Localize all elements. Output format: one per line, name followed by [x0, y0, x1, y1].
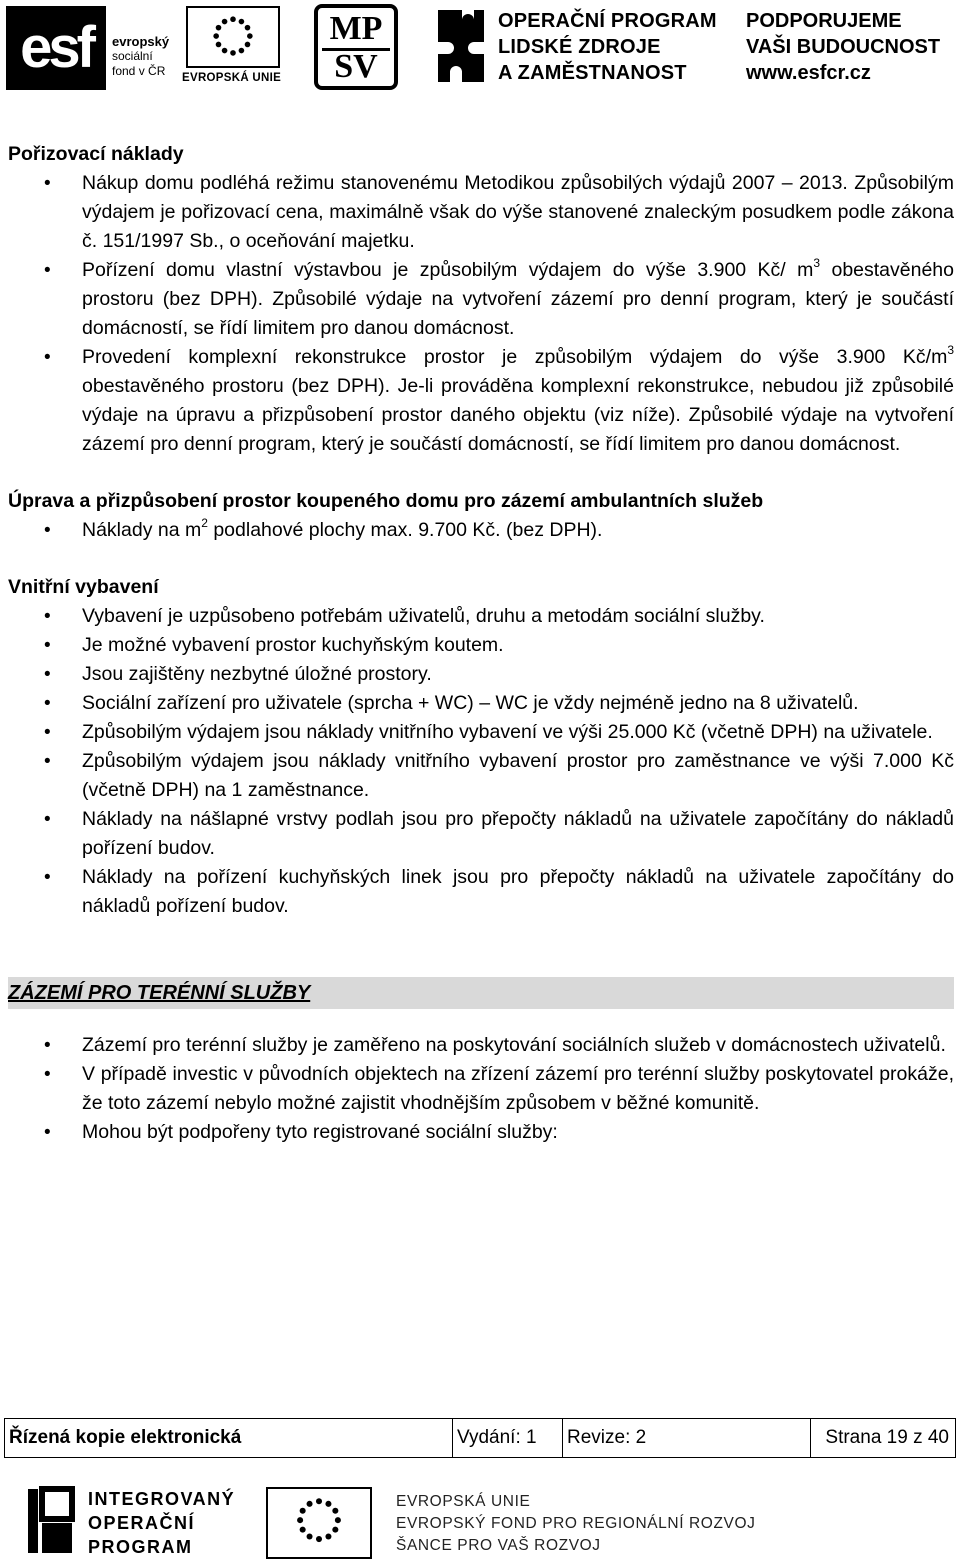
heading-porizovaci: Pořizovací náklady [8, 143, 184, 165]
list-porizovaci [8, 169, 954, 459]
heading-terenni: ZÁZEMÍ PRO TERÉNNÍ SLUŽBY [8, 977, 954, 1009]
list-item: • Náklady na pořízení kuchyňských linek jsou pro přepočty nákladů na uživatele započítány do nákladů pořízení budov. [8, 863, 954, 921]
list-item: • Vybavení je uzpůsobeno potřebám uživatelů, druhu a metodám sociální služby. [8, 602, 954, 631]
list-item: • V případě investic v původních objektech na zřízení zázemí pro terénní služby poskytovatel prokáže, že toto zázemí nebylo možné zajistit vhodnějším způsobem v běžné komunitě. [8, 1060, 954, 1118]
eu-line3: ŠANCE PRO VAŠ ROZVOJ [396, 1537, 601, 1554]
list-terenni [8, 1031, 954, 1147]
esf-mark: esf [6, 6, 106, 90]
iop-logo-icon [26, 1485, 76, 1557]
superscript: 3 [813, 256, 821, 270]
list-item: • Způsobilým výdajem jsou náklady vnitřního vybavení prostor pro zaměstnance ve výši 7.000 Kč (včetně DPH) na 1 zaměstnance. [8, 747, 954, 805]
support-line3: www.esfcr.cz [746, 62, 871, 84]
list-item: • Sociální zařízení pro uživatele (sprcha + WC) – WC je vždy nejméně jedno na 8 uživatelů. [8, 689, 954, 718]
op-line3: A ZAMĚSTNANOST [498, 62, 687, 84]
eu-logo [182, 6, 282, 90]
esf-line2: sociální [112, 49, 153, 63]
item-text: Náklady na m [82, 519, 202, 541]
spacer [8, 921, 954, 977]
op-line1: OPERAČNÍ PROGRAM [498, 10, 717, 32]
esf-line3: fond v ČR [112, 64, 166, 78]
superscript: 3 [947, 343, 954, 357]
list-item [8, 343, 954, 459]
superscript: 2 [201, 516, 208, 530]
mpsv-logo [314, 4, 398, 90]
esf-line1: evropský [112, 34, 170, 49]
op-logo-text [498, 8, 717, 86]
footer-copy: Řízená kopie elektronická [5, 1419, 453, 1457]
iop-line1: INTEGROVANÝ [88, 1489, 236, 1509]
spacer [8, 459, 954, 487]
list-item: • Mohou být podpořeny tyto registrované sociální služby: [8, 1118, 954, 1147]
list-item: • Zázemí pro terénní služby je zaměřeno na poskytování sociálních služeb v domácnostech uživatelů. [8, 1031, 954, 1060]
spacer [8, 545, 954, 573]
list-item: • Způsobilým výdajem jsou náklady vnitřního vybavení ve výši 25.000 Kč (včetně DPH) na uživatele. [8, 718, 954, 747]
list-item [8, 256, 954, 343]
op-line2: LIDSKÉ ZDROJE [498, 36, 661, 58]
footer-table [4, 1418, 956, 1458]
support-line2: VAŠI BUDOUCNOST [746, 36, 941, 58]
footer-vydani: Vydání: 1 [453, 1419, 563, 1457]
list-item: • Je možné vybavení prostor kuchyňským koutem. [8, 631, 954, 660]
esf-logo-text [112, 34, 169, 79]
item-text: obestavěného prostoru (bez DPH). Způsobilé výdaje na vytvoření zázemí pro denní program, který je součástí domácností, se řídí limitem pro danou domácnost. [82, 259, 954, 339]
item-text: obestavěného prostoru (bez DPH). Je-li prováděna komplexní rekonstrukce, nebudou již způsobilé výdaje na úpravu a přizpůsobení prostor daného objektu (viz níže). Způsobilé výdaje na vytvoření zázemí pro denní program, který je součástí domácností, se řídí limitem pro danou domácnost. [82, 375, 954, 455]
item-text: Provedení komplexní rekonstrukce prostor je způsobilým výdajem do výše 3.900 Kč/m [82, 346, 948, 368]
puzzle-icon [432, 6, 488, 86]
eu-line1: EVROPSKÁ UNIE [396, 1493, 531, 1510]
esf-logo [6, 6, 176, 90]
iop-line3: PROGRAM [88, 1537, 193, 1557]
iop-logo-text [88, 1487, 235, 1559]
list-vybaveni [8, 602, 954, 921]
heading-vybaveni: Vnitřní vybavení [8, 576, 159, 598]
list-item [8, 516, 954, 545]
list-item: • Jsou zajištěny nezbytné úložné prostory. [8, 660, 954, 689]
eu-flag-icon [186, 6, 280, 68]
eu-label: EVROPSKÁ UNIE [182, 72, 282, 84]
footer-page-number: Strana 19 z 40 [825, 1427, 949, 1448]
support-line1: PODPORUJEME [746, 10, 902, 32]
list-item: • Nákup domu podléhá režimu stanovenému Metodikou způsobilých výdajů 2007 – 2013. Způsobilým výdajem je pořizovací cena, maximálně však do výše stanovené znaleckým posudkem podle zákona č. 151/1997 Sb., o oceňování majetku. [8, 169, 954, 256]
item-text: podlahové plochy max. 9.700 Kč. (bez DPH). [207, 519, 603, 541]
footer-logo-bar [0, 1475, 960, 1565]
item-text: Pořízení domu vlastní výstavbou je způsobilým výdajem do výše 3.900 Kč/ m [82, 259, 814, 281]
spacer [8, 1009, 954, 1031]
eu-flag-icon [266, 1487, 372, 1559]
document-body [8, 140, 954, 1147]
support-logo-text [746, 8, 940, 86]
eu-fund-text [396, 1491, 755, 1557]
footer-revize: Revize: 2 [563, 1419, 811, 1457]
list-uprava [8, 516, 954, 545]
list-item: • Náklady na nášlapné vrstvy podlah jsou pro přepočty nákladů na uživatele započítány do nákladů pořízení budov. [8, 805, 954, 863]
eu-line2: EVROPSKÝ FOND PRO REGIONÁLNÍ ROZVOJ [396, 1515, 756, 1532]
iop-line2: OPERAČNÍ [88, 1513, 196, 1533]
heading-uprava: Úprava a přizpůsobení prostor koupeného domu pro zázemí ambulantních služeb [8, 490, 764, 512]
mpsv-bottom: SV [334, 48, 378, 85]
mpsv-top: MP [329, 10, 383, 47]
header-logo-bar [0, 0, 960, 100]
